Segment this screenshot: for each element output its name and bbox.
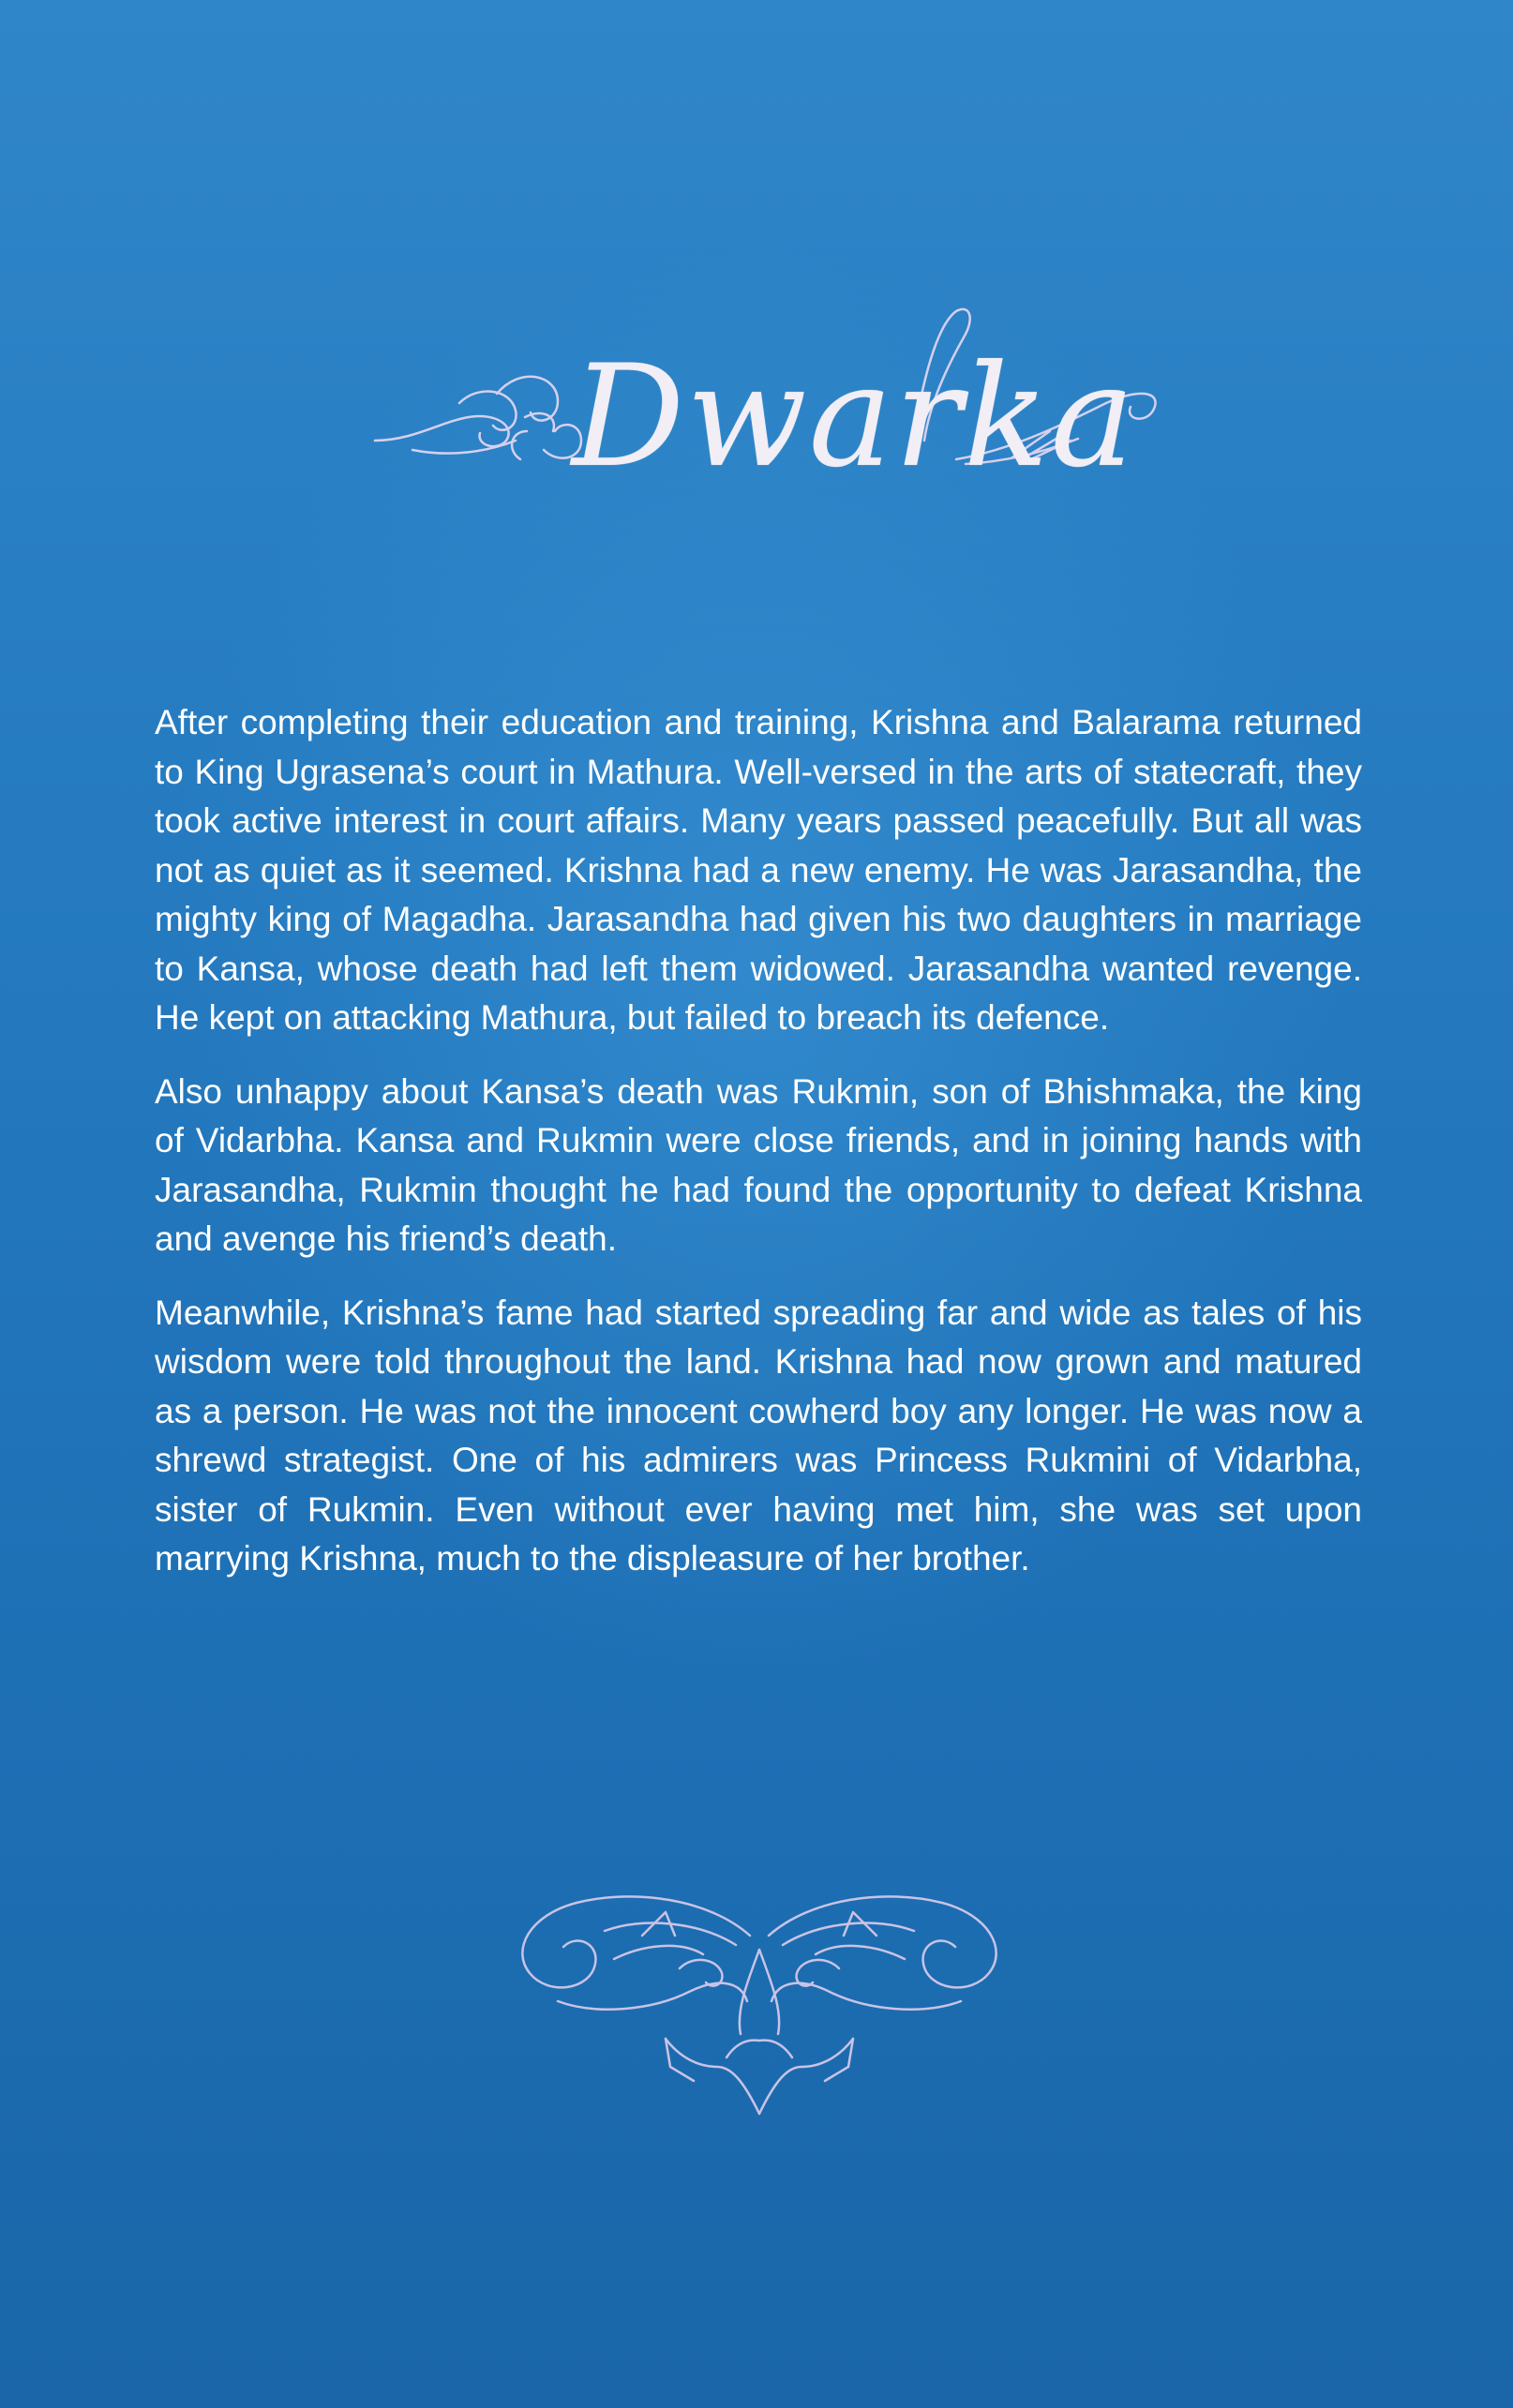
paragraph-1: After completing their education and training, Krishna and Balarama returned to King Ugrasena’s court in Mathura. Well-versed in the arts of statecraft, they took active interest in court affairs. Many years passed peacefully. But all was not as quiet as it seemed. Krishna had a new enemy. He was Jarasandha, the mighty king of Magadha. Jarasandha had given his two daughters in marriage to Kansa, whose death had left them widowed. Jarasandha wanted revenge. He kept on attacking Mathura, but failed to breach its defence. (155, 703, 1362, 1037)
chapter-title: Dwarka (572, 336, 1137, 499)
paragraph-2: Also unhappy about Kansa’s death was Rukmin, son of Bhishmaka, the king of Vidarbha. Kansa and Rukmin were close friends, and in joining hands with Jarasandha, Rukmin thought he had found the opportunity to defeat Krishna and avenge his friend’s death. (155, 1071, 1362, 1258)
chapter-title-block (356, 300, 1181, 525)
paragraph-3: Meanwhile, Krishna’s fame had started spreading far and wide as tales of his wisdom were told throughout the land. Krishna had now grown and matured as a person. He was not the innocent cowherd boy any longer. He was now a shrewd strategist. One of his admirers was Princess Rukmini of Vidarbha, sister of Rukmin. Even without ever having met him, she was set upon marrying Krishna, much to the displeasure of her brother. (155, 1293, 1362, 1578)
floral-scroll-ornament-icon (502, 1879, 1017, 2123)
chapter-body (155, 698, 1362, 1608)
